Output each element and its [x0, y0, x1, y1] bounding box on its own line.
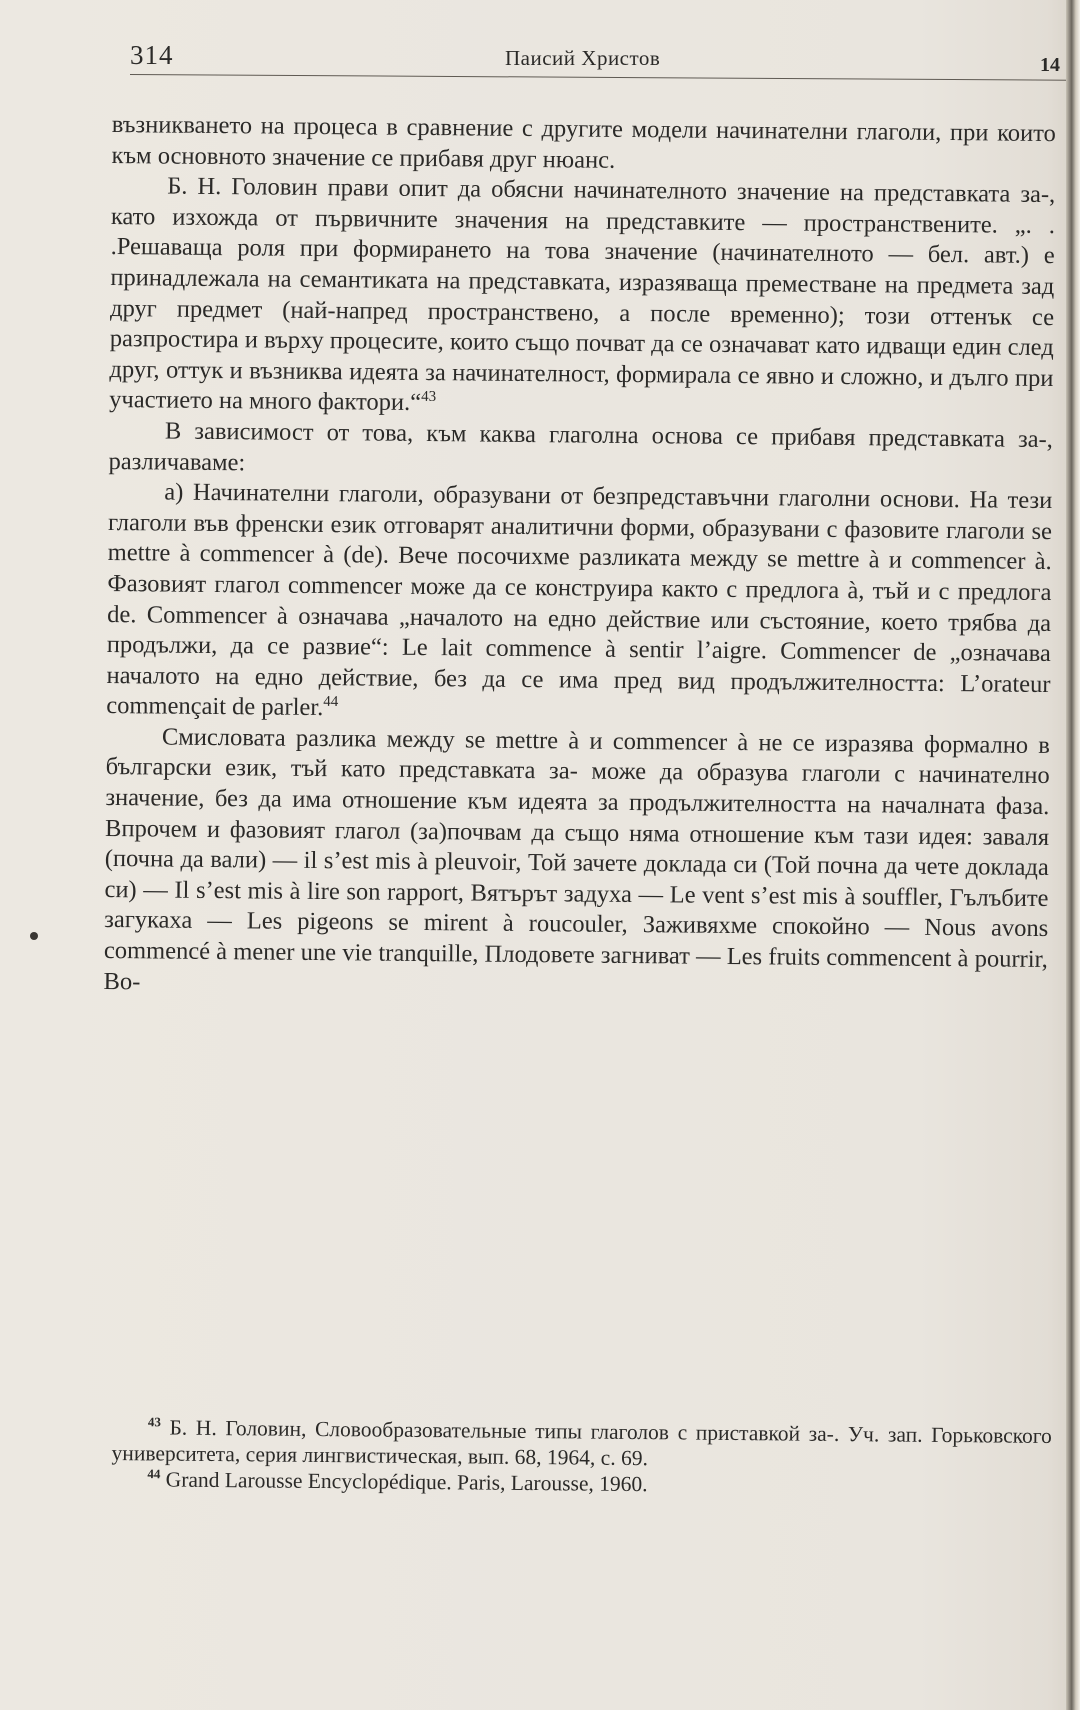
body-text [103, 110, 1055, 1006]
margin-dot [30, 932, 38, 940]
paragraph-2 [109, 171, 1055, 425]
footnote-ref-44: 44 [323, 694, 339, 711]
paragraph-4-text: а) Начинателни глаголи, образувани от безпредставъчни глаголни основи. На тези глаголи във френски език отговарят аналитични форми, образувани с фазовите глаголи se mettre à commencer à (de). Вече посочихме разликата между se mettre à и commencer à. Фазовият глагол commencer може да се конструира както с предлога à, тъй и с предлога de. Commencer à означава „началото на едно действие или състояние, което трябва да продължи, да се развие“: Le lait commence à sentir l’aigre. Commencer de „означава началото на едно действие, без да се има пред вид продължителността: L’orateur commençait de parler. [106, 478, 1053, 722]
page-number: 314 [130, 40, 174, 70]
page-edge [1066, 0, 1080, 1710]
running-title: Паисий Христов [505, 46, 661, 70]
paragraph-3: В зависимост от това, към каква глаголна основа се прибавя представката за-, различаваме: [108, 417, 1054, 476]
paragraph-2-text: Б. Н. Головин прави опит да обясни начинателното значение на представката за-, като изхожда от първичните значения на представките — пространствените. „. . .Решаваща роля при формирането на това значение (начинателното — бел. авт.) е принадлежала на семантиката на представката, изразяваща преместване на предмета зад друг предмет (най-напред пространствено, а после временно); този оттенък се разпростира и върху процесите, които също почват да се означават като идващи един след друг, оттук и възниква идеята за начинателност, формирала се явно и сложно, и дълго при участието на много фактори.“ [109, 172, 1056, 417]
paragraph-5: Смисловата разлика между se mettre à и commencer à не се изразява формално в български език, тъй като представката за- може да образува глаголи с начинателно значение, без да има отношение към идеята за продължителността на началната фаза. Впрочем и фазовият глагол (за)почвам да също няма отношение към тази идея: заваля (почна да вали) — il s’est mis à pleuvoir, Той зачете доклада си (Той почна да чете доклада си) — Il s’est mis à lire son rapport, Вятърът задуха — Le vent s’est mis à souffler, Гълъбите загукаха — Les pigeons se mirent à roucouler, Заживяхме спокойно — Nous avons commencé à mener une vie tranquille, Плодовете загниват — Les fruits commencent à pourrir, Во- [103, 723, 1051, 995]
page-header [130, 40, 1060, 76]
footnote-43-number: 43 [147, 1414, 161, 1430]
side-number: 14 [1040, 54, 1060, 76]
footnote-43-text: Б. Н. Головин, Словообразовательные типы глаголов с приставкой за-. Уч. зап. Горьковского университета, серия лингвистическая, вып. 68, 1964, с. 69. [111, 1415, 1052, 1471]
footnote-44-number: 44 [147, 1466, 161, 1482]
paragraph-1: възникването на процеса в сравнение с другите модели начинателни глаголи, при които към основното значение се прибавя друг нюанс. [111, 110, 1056, 174]
footnote-43 [112, 1414, 1052, 1475]
paragraph-4 [106, 477, 1052, 731]
footnotes [111, 1414, 1052, 1501]
footnote-44-text: Grand Larousse Encyclopédique. Paris, Larousse, 1960. [165, 1467, 648, 1497]
footnote-ref-43: 43 [421, 389, 437, 406]
